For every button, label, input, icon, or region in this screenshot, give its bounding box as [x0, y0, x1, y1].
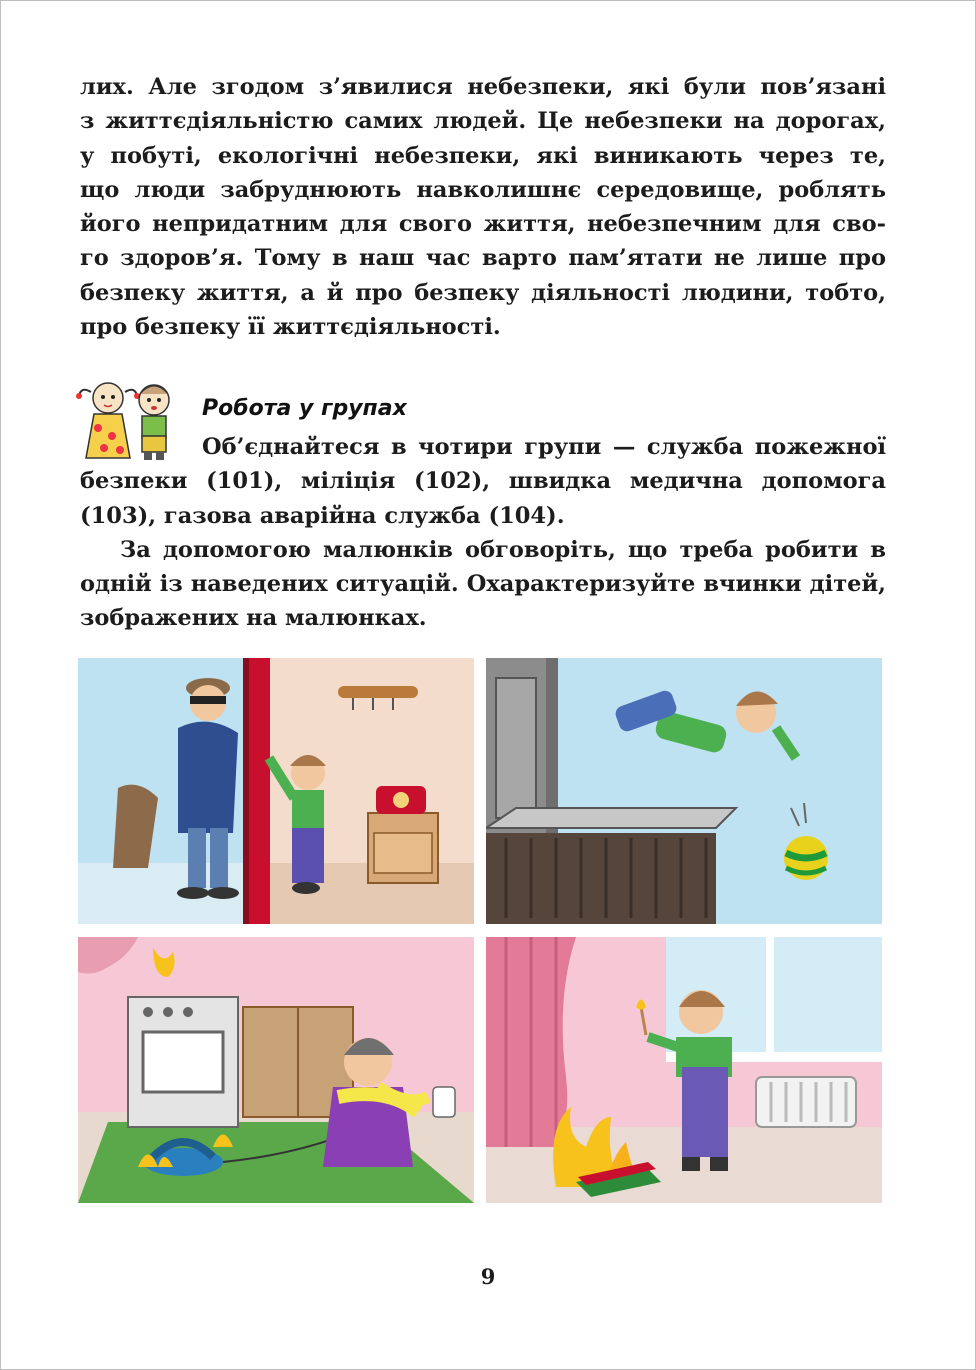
burglar-at-door-icon [78, 658, 474, 924]
group-work-task [80, 430, 886, 636]
task-paragraph: За допомогою малюнків обговоріть, що треба робити в одній із наведених ситуацій. Охарактеризуйте вчинки дітей, зображених на малюнках. [80, 536, 886, 632]
text-line: лих. Але згодом з’явилися небезпеки, які були пов’язані [80, 74, 886, 100]
iron-fire-kitchen-illustration [78, 937, 474, 1203]
group-work-heading: Робота у групах [202, 396, 407, 421]
text-line: го здоров’я. Тому в наш час варто пам’ятати не лише про [80, 245, 886, 272]
matches-curtain-fire-illustration [486, 937, 882, 1203]
text-line: безпеку життя, а й про безпеку діяльності людини, тобто, [80, 279, 886, 306]
falling-from-balcony-illustration [486, 658, 882, 924]
text-line: у побуті, екологічні небезпеки, які виникають через те, [80, 142, 886, 169]
falling-child-icon [486, 658, 882, 924]
text-line: з життєдіяльністю самих людей. Це небезпеки на дорогах, [80, 108, 886, 135]
text-line: що люди забруднюють навколишнє середовище, роблять [80, 176, 886, 203]
page-number: 9 [480, 1264, 496, 1289]
task-paragraph: Об’єднайтеся в чотири групи — служба пожежної безпеки (101), міліція (102), швидка медична допомога (103), газова аварійна служба (104). [80, 434, 886, 529]
burning-curtain-icon [486, 937, 882, 1203]
burning-iron-icon [78, 937, 474, 1203]
intro-paragraph [80, 70, 886, 344]
text-line: про безпеку її життєдіяльності. [80, 314, 501, 341]
stranger-at-door-illustration [78, 658, 474, 924]
text-line: його непридатним для свого життя, небезпечним для сво- [80, 211, 886, 238]
